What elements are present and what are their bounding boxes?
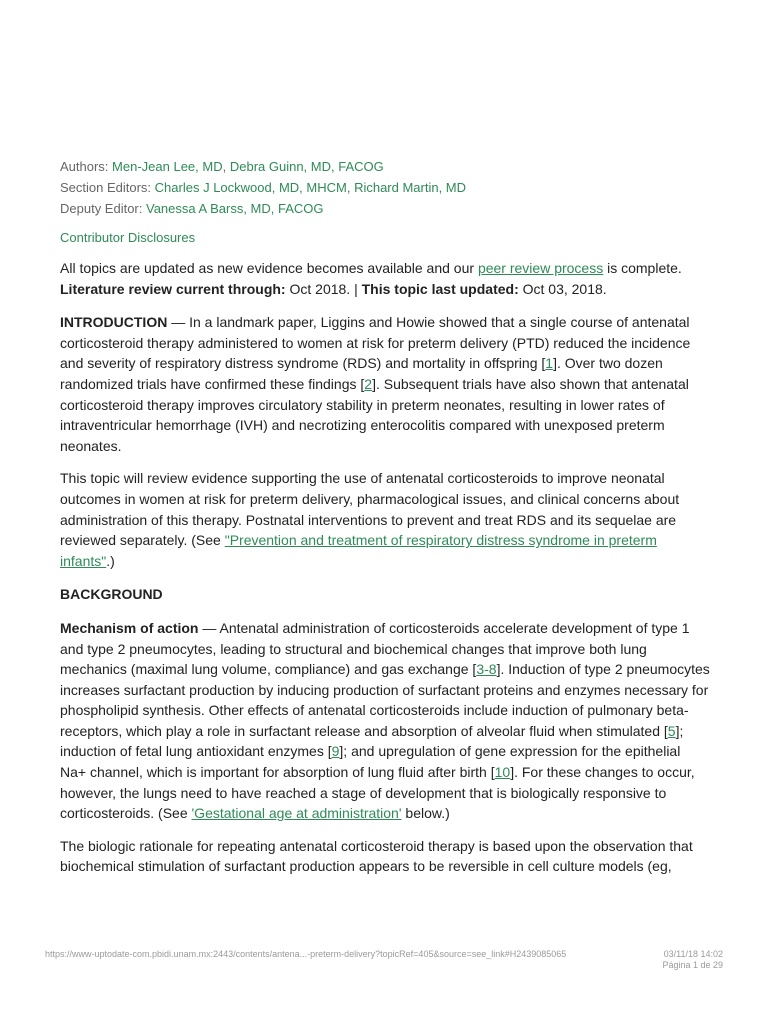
update-notice: All topics are updated as new evidence becomes available and our peer review process is complete. Literature review current through: Oct 2018. | This topic last updated: Oct 03, 2018. [60, 260, 682, 297]
authors-label: Authors: [60, 159, 109, 174]
author-link-lee[interactable]: Men-Jean Lee, MD [112, 159, 223, 174]
editor-link-lockwood[interactable]: Charles J Lockwood, MD, MHCM [154, 180, 347, 195]
reference-link-10[interactable]: 10 [494, 764, 511, 781]
footer-datetime: 03/11/18 14:02 [663, 949, 723, 959]
authors-row: Authors: Men-Jean Lee, MD, Debra Guinn, MD, FACOG [60, 159, 384, 174]
section-editors-label: Section Editors: [60, 180, 152, 195]
rds-prevention-topic-link[interactable]: "Prevention and treatment of respiratory distress syndrome in preterm infants" [60, 532, 657, 569]
footer-page-number: Página 1 de 29 [662, 960, 723, 970]
peer-review-link[interactable]: peer review process [477, 260, 604, 276]
footer-url: https://www-uptodate-com.pbidi.unam.mx:2443/contents/antena...-preterm-delivery?topicRef=405&source=see_link#H2439085065 [45, 949, 567, 959]
reference-link-3-8[interactable]: 3-8 [476, 661, 497, 678]
reference-link-9[interactable]: 9 [331, 743, 340, 760]
author-link-guinn[interactable]: Debra Guinn, MD, FACOG [229, 159, 384, 174]
gestational-age-section-link[interactable]: 'Gestational age at administration' [191, 805, 402, 822]
reference-link-2[interactable]: 2 [364, 375, 373, 392]
contributor-disclosures-link[interactable]: Contributor Disclosures [60, 230, 196, 245]
biologic-rationale-paragraph: The biologic rationale for repeating antenatal corticosteroid therapy is based upon the observation that biochemical stimulation of surfactant production appears to be reversible in cell culture models (eg, [60, 837, 693, 875]
introduction-heading: INTRODUCTION [60, 314, 168, 331]
section-editors-row: Section Editors: Charles J Lockwood, MD, MHCM, Richard Martin, MD [60, 180, 467, 195]
editor-link-martin[interactable]: Richard Martin, MD [354, 180, 467, 195]
topic-scope-paragraph: This topic will review evidence supporting the use of antenatal corticosteroids to improve neonatal outcomes in women at risk for preterm delivery, pharmacological issues, and clinical concerns about administration of this therapy. Postnatal interventions to prevent and treat RDS and its sequelae are reviewed separately. (See "Prevention and treatment of respiratory distress syndrome in preterm infants".) [60, 470, 680, 569]
introduction-paragraph: INTRODUCTION — In a landmark paper, Liggins and Howie showed that a single course of antenatal corticosteroid therapy administered to women at risk for preterm delivery (PTD) reduced the incidence and severity of respiratory distress syndrome (RDS) and mortality in offspring [1]. Over two dozen randomized trials have confirmed these findings [2]. Subsequent trials have also shown that antenatal corticosteroid therapy improves circulatory stability in preterm neonates, resulting in lower rates of intraventricular hemorrhage (IVH) and necrotizing enterocolitis compared with unexposed preterm neonates. [60, 314, 691, 454]
last-updated-label: This topic last updated: [361, 280, 519, 297]
background-heading: BACKGROUND [60, 586, 163, 603]
reference-link-5[interactable]: 5 [667, 722, 676, 739]
literature-review-value: Oct 2018. | [285, 280, 362, 297]
footer-page-info [662, 949, 723, 971]
mechanism-heading: Mechanism of action [60, 619, 199, 636]
deputy-editor-label: Deputy Editor: [60, 201, 143, 216]
deputy-editor-row [60, 198, 710, 219]
reference-link-1[interactable]: 1 [545, 355, 554, 372]
article-content [60, 156, 710, 877]
literature-review-label: Literature review current through: [60, 280, 286, 297]
deputy-editor-link[interactable]: Vanessa A Barss, MD, FACOG [146, 201, 324, 216]
mechanism-paragraph: Mechanism of action — Antenatal administration of corticosteroids accelerate development of type 1 and type 2 pneumocytes, leading to structural and biochemical changes that improve both lung mechanics (maximal lung volume, compliance) and gas exchange [3-8]. Induction of type 2 pneumocytes increases surfactant production by inducing production of surfactant proteins and enzymes necessary for phospholipid synthesis. Other effects of antenatal corticosteroids include induction of pulmonary beta-receptors, which play a role in surfactant release and absorption of alveolar fluid when stimulated [5]; induction of fetal lung antioxidant enzymes [9]; and upregulation of gene expression for the epithelial Na+ channel, which is important for absorption of lung fluid after birth [10]. For these changes to occur, however, the lungs need to have reached a stage of development that is biologically responsive to corticosteroids. (See 'Gestational age at administration' below.) [60, 619, 710, 822]
last-updated-value: Oct 03, 2018. [518, 280, 607, 297]
topic-meta [60, 156, 710, 219]
